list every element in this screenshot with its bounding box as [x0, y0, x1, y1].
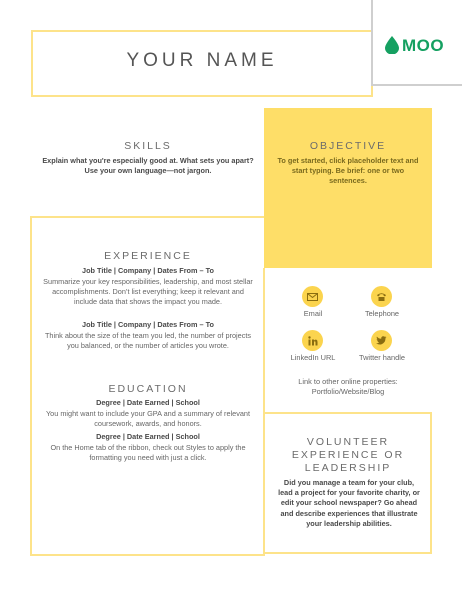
volunteer-text: Did you manage a team for your club, lead a project for your favorite charity, or edit your school newspaper? Go ahead and describe experiences that illustrate your leadership abilities. — [278, 478, 420, 528]
objective-text: To get started, click placeholder text and start typing. Be brief: one or two sentences. — [277, 156, 419, 186]
linkedin-label: LinkedIn URL — [290, 353, 336, 362]
green-drop-icon — [385, 36, 399, 54]
job-line-2: Job Title | Company | Dates From – To — [82, 320, 214, 329]
job-text-1: Summarize your key responsibilities, leadership, and most stellar accomplishments. Don’t list everything; keep it relevant and include data that shows the impact you made. — [43, 277, 253, 307]
skills-text: Explain what you're especially good at. What sets you apart? Use your own language—not jargon. — [42, 156, 254, 176]
email-label: Email — [303, 309, 323, 318]
telephone-label: Telephone — [364, 309, 400, 318]
page-title: YOUR NAME — [126, 50, 278, 71]
telephone-icon[interactable] — [371, 286, 392, 307]
twitter-icon[interactable] — [371, 330, 392, 351]
job-line-1: Job Title | Company | Dates From – To — [82, 266, 214, 275]
experience-heading: EXPERIENCE — [104, 250, 192, 262]
edu-line-1: Degree | Date Earned | School — [96, 398, 200, 407]
volunteer-heading-3: LEADERSHIP — [304, 462, 392, 474]
objective-box — [264, 108, 432, 268]
edu-text-1: You might want to include your GPA and a summary of relevant coursework, awards, and honors. — [45, 409, 251, 429]
education-heading: EDUCATION — [108, 383, 188, 395]
objective-heading: OBJECTIVE — [309, 140, 387, 152]
volunteer-heading-2: EXPERIENCE OR — [291, 449, 405, 461]
edu-line-2: Degree | Date Earned | School — [96, 432, 200, 441]
skills-heading: SKILLS — [124, 140, 172, 152]
other-links-line2: Portfolio/Website/Blog — [311, 387, 385, 396]
twitter-label: Twitter handle — [358, 353, 405, 362]
linkedin-icon[interactable] — [302, 330, 323, 351]
email-icon[interactable] — [302, 286, 323, 307]
volunteer-heading-1: VOLUNTEER — [306, 436, 390, 448]
logo-text: MOO — [402, 36, 445, 55]
edu-text-2: On the Home tab of the ribbon, check out Styles to apply the formatting you need with just a click. — [50, 443, 246, 463]
job-text-2: Think about the size of the team you led, the number of projects you balanced, or the number of articles you wrote. — [44, 331, 252, 351]
other-links-line1: Link to other online properties: — [298, 377, 398, 386]
